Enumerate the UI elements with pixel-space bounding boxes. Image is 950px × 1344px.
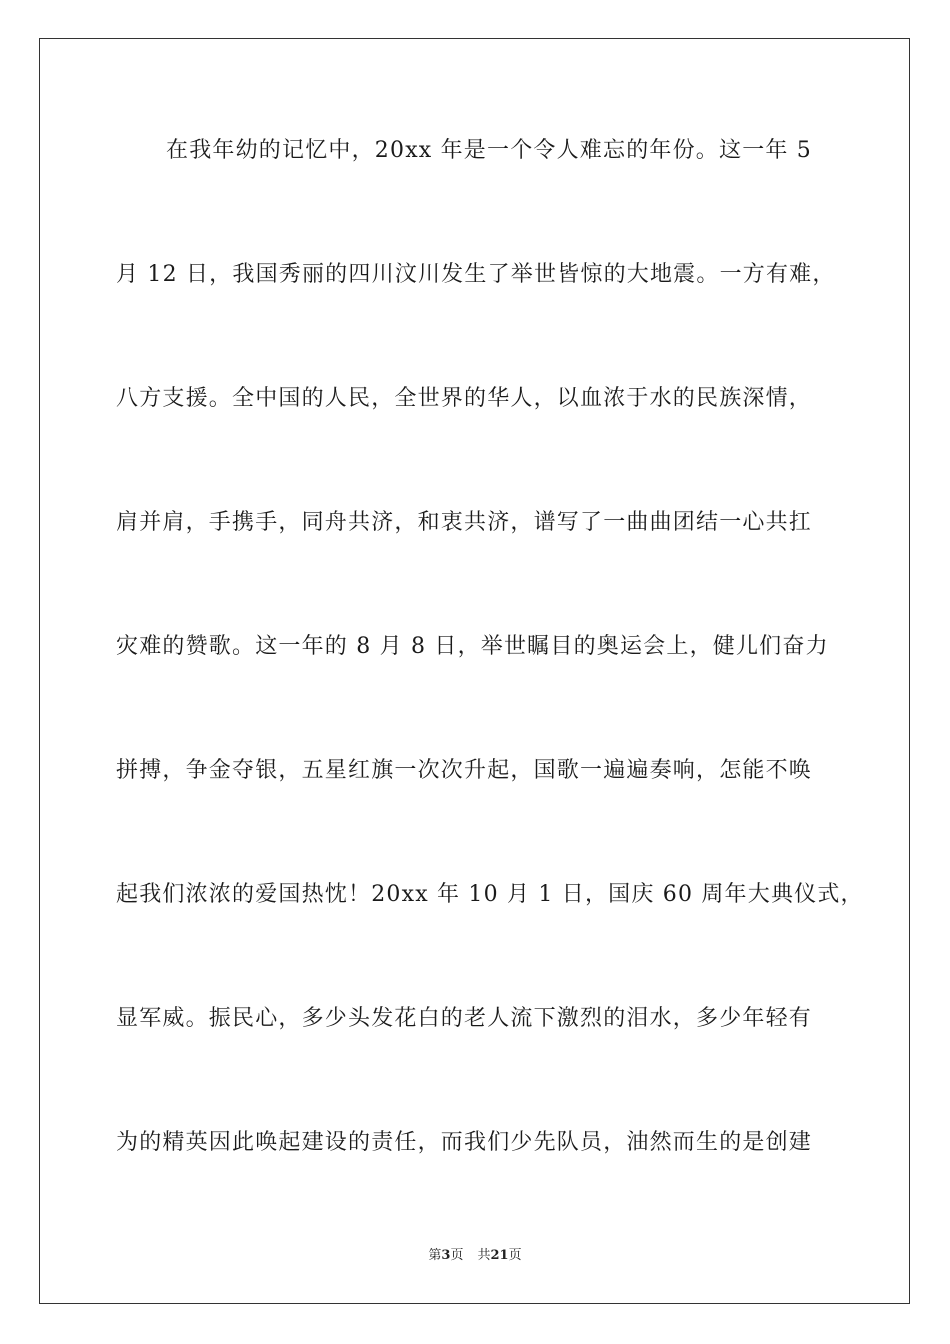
page-border <box>39 38 910 1304</box>
footer-total-pages: 21 <box>490 1248 509 1263</box>
footer-page-suffix: 页 <box>450 1248 464 1263</box>
footer-page-number: 3 <box>441 1248 451 1263</box>
paragraph-line-1: 在我年幼的记忆中，20xx 年是一个令人难忘的年份。这一年 5 <box>166 138 812 163</box>
paragraph-line-3: 八方支援。全中国的人民，全世界的华人，以血浓于水的民族深情， <box>116 386 813 411</box>
paragraph-line-2: 月 12 日，我国秀丽的四川汶川发生了举世皆惊的大地震。一方有难， <box>116 262 836 287</box>
footer-total-suffix: 页 <box>508 1248 522 1263</box>
page-footer <box>0 1248 950 1264</box>
footer-page-prefix: 第 <box>428 1248 442 1263</box>
paragraph-line-6: 拼搏，争金夺银，五星红旗一次次升起，国歌一遍遍奏响，怎能不唤 <box>116 758 813 783</box>
paragraph-line-5: 灾难的赞歌。这一年的 8 月 8 日，举世瞩目的奥运会上，健儿们奋力 <box>116 634 829 659</box>
paragraph-line-4: 肩并肩，手携手，同舟共济，和衷共济，谱写了一曲曲团结一心共扛 <box>116 510 813 535</box>
paragraph-line-7: 起我们浓浓的爱国热忱！20xx 年 10 月 1 日，国庆 60 周年大典仪式， <box>116 882 864 907</box>
paragraph-line-9: 为的精英因此唤起建设的责任，而我们少先队员，油然而生的是创建 <box>116 1130 813 1155</box>
paragraph-line-8: 显军威。振民心，多少头发花白的老人流下激烈的泪水，多少年轻有 <box>116 1006 813 1031</box>
footer-total-prefix: 共 <box>477 1248 491 1263</box>
